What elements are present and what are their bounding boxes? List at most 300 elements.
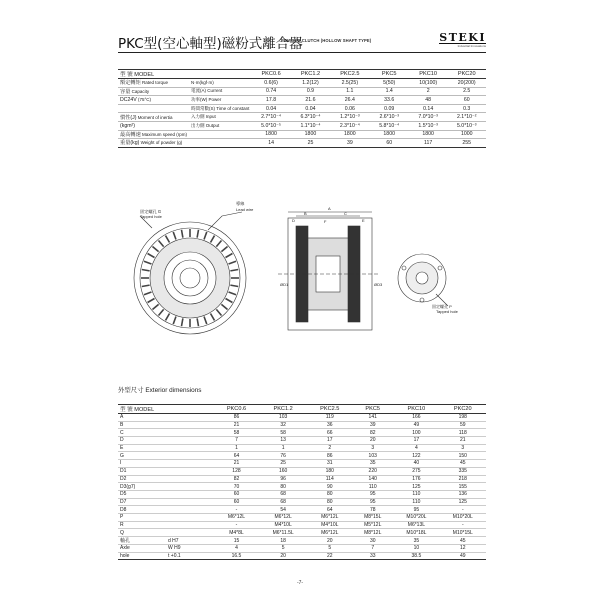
dims-row: [118, 490, 486, 498]
cooling-rib: [159, 240, 164, 246]
spec-label-zh: 慣性(J): [120, 114, 137, 121]
dims-cell: 36: [307, 421, 352, 429]
spec-row-unit: [189, 130, 251, 139]
spec-cell: 7.0*10⁻³: [409, 113, 448, 122]
tapped-hole-p-label: 固定螺孔 P: [432, 304, 452, 309]
dims-cell: 95: [352, 498, 393, 506]
dims-cell: 59: [440, 421, 486, 429]
dims-cell: 1: [214, 444, 259, 452]
dims-cell: 141: [352, 414, 393, 422]
spec-cell: 1.5*10⁻³: [409, 121, 448, 130]
dims-cell: 3: [352, 444, 393, 452]
tapped-hole-p-label-en: Tapped hole: [436, 309, 458, 314]
dims-cell: 95: [352, 490, 393, 498]
spec-header-model: PKC0.6: [251, 70, 290, 79]
spec-cell: 117: [409, 139, 448, 148]
spec-cell: 60: [370, 139, 409, 148]
dims-cell: 110: [352, 483, 393, 491]
cooling-rib: [211, 236, 215, 243]
spec-row-label: [118, 113, 189, 122]
spec-cell: 2.7*10⁻⁴: [251, 113, 290, 122]
dims-row-label: I: [118, 460, 166, 468]
dims-cell: 7: [352, 545, 393, 553]
dims-cell: 90: [307, 483, 352, 491]
spec-row-label: [118, 130, 189, 139]
dims-row-sub: [166, 444, 214, 452]
dims-cell: M10*20L: [440, 513, 486, 521]
page-subtitle: POWDER CLUTCH (HOLLOW SHAFT TYPE): [281, 38, 372, 43]
dims-row-sub: t +0.1: [166, 552, 214, 560]
dims-cell: 17: [393, 437, 439, 445]
spec-label-zh: (kgm²): [120, 122, 135, 129]
cooling-rib: [197, 318, 198, 326]
spec-header-model: PKC2.5: [330, 70, 369, 79]
spec-cell: 2.1*10⁻²: [447, 113, 486, 122]
svg-text:ØD3: ØD3: [374, 282, 383, 287]
dims-cell: M4*10L: [259, 521, 307, 529]
svg-text:ØD1: ØD1: [280, 282, 289, 287]
brand-logo: [439, 32, 486, 48]
spec-row: [118, 79, 486, 88]
cooling-rib: [152, 304, 158, 309]
dims-cell: 18: [259, 537, 307, 545]
dims-row: [118, 513, 486, 521]
dims-row-sub: [166, 498, 214, 506]
dims-row-sub: [166, 460, 214, 468]
dims-row-sub: [166, 414, 214, 422]
spec-cell: 255: [447, 139, 486, 148]
dims-cell: 218: [440, 475, 486, 483]
spec-label-zh: 容量: [120, 88, 131, 95]
dims-cell: 58: [259, 429, 307, 437]
dims-cell: 16.5: [214, 552, 259, 560]
dims-row-label: P: [118, 513, 166, 521]
dims-cell: 140: [352, 475, 393, 483]
dims-row: [118, 552, 486, 560]
cooling-rib: [204, 232, 207, 240]
spec-row-label: [118, 139, 189, 148]
spec-row: [118, 121, 486, 130]
dims-cell: 17: [307, 437, 352, 445]
spec-cell: 5.8*10⁻⁴: [370, 121, 409, 130]
dims-cell: 100: [393, 429, 439, 437]
dims-cell: 78: [352, 506, 393, 514]
dims-cell: M10*18L: [393, 529, 439, 537]
cooling-rib: [181, 318, 182, 326]
dims-row-label: Q: [118, 529, 166, 537]
cooling-rib: [216, 240, 221, 246]
dims-row-sub: W H9: [166, 545, 214, 553]
dims-cell: 45: [440, 537, 486, 545]
spec-label-en: Moment of inertia: [136, 114, 173, 120]
dims-row-sub: [166, 429, 214, 437]
dims-row-label: D2: [118, 475, 166, 483]
dims-cell: 35: [352, 460, 393, 468]
dims-cell: 86: [214, 414, 259, 422]
dims-row-label: B: [118, 421, 166, 429]
dims-cell: 60: [214, 498, 259, 506]
spec-cell: 2.3*10⁻⁴: [330, 121, 369, 130]
dims-row-sub: [166, 437, 214, 445]
spec-cell: 1800: [330, 130, 369, 139]
dims-cell: M6*13L: [393, 521, 439, 529]
dims-row: [118, 444, 486, 452]
spec-cell: 2.6*10⁻³: [370, 113, 409, 122]
dims-cell: 125: [440, 498, 486, 506]
spec-row-unit: 功率(W) Power: [189, 96, 251, 105]
spec-cell: 0.04: [291, 104, 330, 113]
dims-cell: 32: [259, 421, 307, 429]
svg-text:E: E: [362, 218, 365, 223]
dims-row-label: D3(g7): [118, 483, 166, 491]
cooling-rib: [230, 285, 238, 286]
dims-cell: 136: [440, 490, 486, 498]
cooling-rib: [229, 261, 237, 264]
spec-cell: 33.6: [370, 96, 409, 105]
spec-cell: 1800: [370, 130, 409, 139]
spec-cell: 17.8: [251, 96, 290, 105]
cooling-rib: [211, 314, 215, 321]
dims-cell: 335: [440, 467, 486, 475]
dims-row: [118, 483, 486, 491]
dims-header-model: PKC20: [440, 405, 486, 414]
dims-cell: 25: [259, 460, 307, 468]
dims-cell: 198: [440, 414, 486, 422]
spec-cell: 2.5(25): [330, 79, 369, 88]
dims-row-sub: [166, 467, 214, 475]
spec-row-unit: 出力側 Output: [189, 121, 251, 130]
dims-cell: 4: [214, 545, 259, 553]
dims-cell: 82: [352, 429, 393, 437]
cooling-rib: [229, 292, 237, 295]
cooling-rib: [148, 254, 155, 258]
dims-row-label: E: [118, 444, 166, 452]
spec-cell: 0.9: [291, 87, 330, 96]
dims-cell: 21: [214, 460, 259, 468]
spec-cell: 48: [409, 96, 448, 105]
spec-cell: 1800: [251, 130, 290, 139]
dims-cell: M6*11.5L: [259, 529, 307, 537]
cooling-rib: [226, 254, 233, 258]
spec-cell: 25: [291, 139, 330, 148]
dims-row-label: C: [118, 429, 166, 437]
tapped-hole-g-label-en: Tapped hole: [140, 214, 162, 219]
cooling-rib: [221, 304, 227, 309]
spec-table: [118, 69, 486, 148]
dims-cell: 125: [393, 483, 439, 491]
spec-label-zh: 重量(kg): [120, 140, 140, 147]
spec-cell: 1.2*10⁻³: [330, 113, 369, 122]
dims-row: [118, 537, 486, 545]
dims-row-sub: [166, 506, 214, 514]
dims-header-model: PKC5: [352, 405, 393, 414]
dims-cell: 3: [440, 444, 486, 452]
spec-cell: 2.5: [447, 87, 486, 96]
cooling-rib: [181, 230, 182, 238]
cooling-rib: [226, 299, 233, 303]
dims-row-label: D8: [118, 506, 166, 514]
dims-cell: 5: [307, 545, 352, 553]
dims-cell: 58: [214, 429, 259, 437]
dims-row: [118, 421, 486, 429]
dims-header-model: PKC1.2: [259, 405, 307, 414]
dims-cell: 166: [393, 414, 439, 422]
svg-text:D: D: [292, 218, 295, 223]
side-view: [398, 254, 448, 306]
dims-cell: M5*12L: [352, 521, 393, 529]
cooling-rib: [221, 247, 227, 252]
dims-table: [118, 404, 486, 560]
dims-cell: 35: [393, 537, 439, 545]
dims-cell: 30: [352, 537, 393, 545]
cooling-rib: [173, 232, 176, 240]
dims-cell: M6*12L: [307, 529, 352, 537]
cooling-rib: [148, 299, 155, 303]
spec-row: [118, 104, 486, 113]
spec-cell: 0.09: [370, 104, 409, 113]
spec-cell: 5.0*10⁻³: [447, 121, 486, 130]
spec-label-en: Maximum speed (rpm): [140, 131, 188, 137]
spec-label-en: Capacity: [130, 88, 150, 94]
dims-cell: 70: [214, 483, 259, 491]
spec-cell: 21.6: [291, 96, 330, 105]
spec-label-zh: 最高轉速: [120, 131, 141, 138]
spec-row: [118, 87, 486, 96]
dims-cell: M4*8L: [214, 529, 259, 537]
spec-cell: 26.4: [330, 96, 369, 105]
dims-row: [118, 414, 486, 422]
dims-row-sub: [166, 421, 214, 429]
lead-wire-label: 導線: [236, 201, 245, 206]
dims-cell: 160: [259, 467, 307, 475]
dims-row-sub: [166, 475, 214, 483]
dims-row-label: D: [118, 437, 166, 445]
dims-cell: 21: [440, 437, 486, 445]
dims-row: [118, 437, 486, 445]
dims-cell: 45: [440, 460, 486, 468]
dims-cell: 155: [440, 483, 486, 491]
svg-text:F: F: [324, 219, 327, 224]
spec-row-unit: [189, 139, 251, 148]
dims-cell: 80: [307, 498, 352, 506]
spec-label-en: Weight of powder (g): [139, 140, 183, 146]
spec-row-label: [118, 96, 189, 105]
dims-cell: 220: [352, 467, 393, 475]
spec-cell: 10(100): [409, 79, 448, 88]
dims-row-sub: [166, 452, 214, 460]
spec-row-label: [118, 87, 189, 96]
dims-row-sub: [166, 529, 214, 537]
spec-label-zh: 額定轉矩: [120, 80, 141, 87]
dims-row: [118, 506, 486, 514]
dims-cell: 86: [307, 452, 352, 460]
dims-cell: M6*12L: [214, 513, 259, 521]
spec-cell: 0.3: [447, 104, 486, 113]
dims-cell: 5: [259, 545, 307, 553]
dims-cell: 95: [393, 506, 439, 514]
dims-cell: 22: [307, 552, 352, 560]
spec-row-label: [118, 121, 189, 130]
dims-row-sub: [166, 490, 214, 498]
spec-cell: 1.1*10⁻⁴: [291, 121, 330, 130]
cooling-rib: [166, 314, 170, 321]
spec-row-unit: 入力側 Input: [189, 113, 251, 122]
dims-cell: 110: [393, 498, 439, 506]
dims-cell: 10: [393, 545, 439, 553]
dims-cell: 7: [214, 437, 259, 445]
cooling-rib: [173, 317, 176, 325]
spec-cell: 1.1: [330, 87, 369, 96]
spec-cell: 1.2(12): [291, 79, 330, 88]
dims-cell: 118: [440, 429, 486, 437]
spec-header-model: PKC10: [409, 70, 448, 79]
dims-cell: 38.5: [393, 552, 439, 560]
dims-cell: 68: [259, 498, 307, 506]
cooling-rib: [230, 269, 238, 270]
front-view: [134, 212, 246, 334]
dims-row: [118, 521, 486, 529]
spec-cell: 6.3*10⁻⁴: [291, 113, 330, 122]
cooling-rib: [142, 285, 150, 286]
dims-cell: M10*20L: [393, 513, 439, 521]
dims-row-label: A: [118, 414, 166, 422]
dims-cell: M6*12L: [307, 513, 352, 521]
technical-drawing: [118, 196, 486, 376]
dims-cell: 13: [259, 437, 307, 445]
dims-cell: 49: [393, 421, 439, 429]
dims-cell: 49: [440, 552, 486, 560]
dims-row: [118, 460, 486, 468]
cooling-rib: [152, 247, 158, 252]
spec-cell: 14: [251, 139, 290, 148]
dims-cell: 64: [307, 506, 352, 514]
spec-cell: 1.4: [370, 87, 409, 96]
dims-cell: 119: [307, 414, 352, 422]
dims-cell: M10*15L: [440, 529, 486, 537]
spec-cell: 1800: [409, 130, 448, 139]
spec-row-unit: 時間常數(S) Time of constant: [189, 104, 251, 113]
dims-row: [118, 452, 486, 460]
dims-row-label: G: [118, 452, 166, 460]
cooling-rib: [216, 309, 221, 315]
dims-row-sub: [166, 513, 214, 521]
cooling-rib: [166, 236, 170, 243]
spec-row: [118, 139, 486, 148]
dims-cell: 1: [259, 444, 307, 452]
dims-cell: 60: [214, 490, 259, 498]
spec-row-label: [118, 79, 189, 88]
spec-header-model: PKC1.2: [291, 70, 330, 79]
spec-label-en: (75°C): [136, 96, 152, 102]
spec-header-model: PKC20: [447, 70, 486, 79]
dims-cell: M4*10L: [307, 521, 352, 529]
spec-label-zh: DC24V: [120, 96, 137, 103]
spec-header-row: [118, 70, 486, 79]
page-number: -7-: [296, 580, 304, 586]
brand-tag: Industrial Innovations: [457, 44, 486, 48]
dims-cell: 40: [393, 460, 439, 468]
dims-cell: 82: [214, 475, 259, 483]
dims-cell: 2: [307, 444, 352, 452]
dims-row-label: 軸孔: [118, 537, 166, 545]
dims-cell: 20: [259, 552, 307, 560]
dims-row: [118, 429, 486, 437]
dims-row: [118, 498, 486, 506]
spec-cell: 39: [330, 139, 369, 148]
dims-cell: M8*15L: [352, 513, 393, 521]
dims-row-sub: [166, 483, 214, 491]
dims-cell: 20: [352, 437, 393, 445]
dims-cell: 66: [307, 429, 352, 437]
spec-cell: 0.04: [251, 104, 290, 113]
spec-row: [118, 113, 486, 122]
svg-text:A: A: [328, 206, 331, 211]
cooling-rib: [159, 309, 164, 315]
dims-header-row: [118, 405, 486, 414]
spec-row: [118, 96, 486, 105]
page-header: [118, 30, 486, 52]
dims-cell: 103: [259, 414, 307, 422]
spec-row-label: [118, 104, 189, 113]
dims-row-sub: [166, 521, 214, 529]
dims-cell: 128: [214, 467, 259, 475]
dims-row-label: D1: [118, 467, 166, 475]
spec-header-model: PKC5: [370, 70, 409, 79]
dims-section-title: 外型尺寸 Exterior dimensions: [118, 387, 202, 394]
dims-cell: -: [214, 506, 259, 514]
dims-cell: 103: [352, 452, 393, 460]
dims-cell: 21: [214, 421, 259, 429]
dims-cell: -: [214, 521, 259, 529]
dims-row: [118, 545, 486, 553]
dims-row: [118, 475, 486, 483]
dims-cell: 12: [440, 545, 486, 553]
svg-text:C: C: [344, 211, 347, 216]
spec-row-unit: 電流(A) Current: [189, 87, 251, 96]
dims-row-label: D5: [118, 490, 166, 498]
spec-cell: 0.06: [330, 104, 369, 113]
dims-header-model: PKC2.5: [307, 405, 352, 414]
dims-cell: 96: [259, 475, 307, 483]
dims-row-sub: d H7: [166, 537, 214, 545]
svg-text:B: B: [304, 211, 307, 216]
dims-cell: 114: [307, 475, 352, 483]
spec-cell: 60: [447, 96, 486, 105]
dims-row-label: hole: [118, 552, 166, 560]
spec-cell: 2: [409, 87, 448, 96]
dims-row-label: R: [118, 521, 166, 529]
dims-row-label: Axle: [118, 545, 166, 553]
dims-cell: 68: [259, 490, 307, 498]
cooling-rib: [204, 317, 207, 325]
spec-cell: 0.74: [251, 87, 290, 96]
spec-cell: 0.14: [409, 104, 448, 113]
dims-cell: 180: [307, 467, 352, 475]
header-rule: [118, 52, 486, 53]
brand-name: STEKI: [439, 31, 486, 44]
section-view: [278, 212, 380, 330]
dims-cell: 110: [393, 490, 439, 498]
spec-cell: 1000: [447, 130, 486, 139]
dims-cell: 80: [259, 483, 307, 491]
spec-cell: 0.6(6): [251, 79, 290, 88]
spec-label-en: Rated torque: [140, 80, 169, 86]
dims-cell: 76: [259, 452, 307, 460]
dims-cell: M6*12L: [259, 513, 307, 521]
dims-row: [118, 529, 486, 537]
cooling-rib: [144, 261, 152, 264]
cooling-rib: [144, 292, 152, 295]
